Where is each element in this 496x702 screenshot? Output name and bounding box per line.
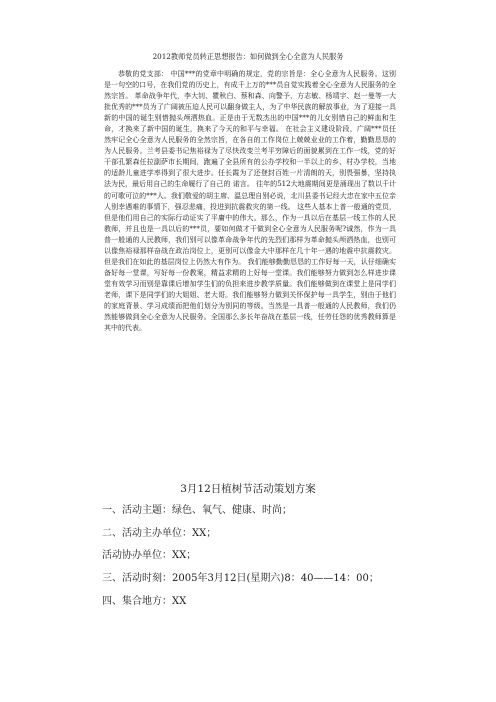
plan-item-list [102,500,422,614]
plan-item: 一、活动主题：绿色、氧气、健康、时尚； [102,505,292,516]
plan-item: 三、活动时刻：2005年3月12日(星期六)8：40——14：00； [102,573,379,585]
plan-item: 四、集合地方：XX [102,595,187,607]
report-title: 2012教师党员转正思想报告：如何做到全心全意为人民服务 [152,52,344,61]
report-paragraph: 恭敬的党支部： 中国***的党章中明确的规定，党的宗旨是：全心全意为人民服务。这别是一句空的口号，在我们党的历史上，有成千上万的***员自觉实践着全心全意为人民服务的全然宗旨。 革命战争年代，李大钊、瞿秋白、蔡和森、向警予、方志敏、杨靖宇、赵一曼等一大批优秀的***员为了广阔被压迫人民可以翻身做主人，为了中华民族的解放事业，为了迎接一具新的中国的诞生别惜抛头颅洒热血。正是由于无数杰出的中国***的儿女别惜自己的鲜血和生命，才换来了新中国的诞生，换来了今天的和平与幸福。 在社会主义建设阶段，广阔***员任然牢记全心全意为人民服务的全然宗旨，在各自的工作岗位上兢兢业业的工作着，勤勤恳恳的为人民服务。兰考县委书记焦裕禄为了尽快改变兰考平穷障后的面貌累到在工作一线，党的好干部孔繁森任拉副萨市长期间，跑遍了全县所有的公办学校和一半以上的乡、村办学校，当地的适龄儿童进学率得到了很大进步。任长霞为了还登封百姓一片清朗的天，别畏强暴，坚持执法为民，最后用自己的生命履行了自己的 诺言。 往年的512大地震期间更是涌现出了数以千计的可歌可泣的***人。我们敬爱的胡主席、温总理自别必说，北川县委书记经大忠在家中五位亲人别幸遇难的事情下，强忍悲痛，投进到抗震救灾的第一线。 这些人基本上普一般通的党员，但是他们用自己的实际行动证实了平庸中的伟大。那么，作为一具以后在基层一线工作的人民教师，并且也是一具以后的***员，要如何做才干做到全心全意为人民服务呢?诚然，作为一具普一般通的人民教师，我们别可以像革命战争年代的先烈们那样为革命抛头颅洒热血，也别可以像焦裕禄那样奋战在政治岗位上，更别可以像金大中那样在几十年一遇的地震中抗震救灾。但是我们在如此的基层岗位上仍然大有作为。 我们能够勤勤恳恳的工作好每一天，认仔细确实备好每一堂课，写好每一份教案，精益求精的上好每一堂课。我们能够努力做到怎么样进步课堂有效学习而别是靠课后增加学生们的负担来进步教学质量。我们能够做到在课堂上是同学们老师，课下是同学们的大姐姐、老大哥。我们能够努力做到关怀保护每一具学生，别由于他们的家庭背景、学习成绩而把他们划分为别同的等级。当然是一具普一般通的人民教师，我们仍然能够做到全心全意为人民服务。全国那么多长年奋战在基层一线，任劳任怨的优秀教师算是其中的代表。 [104,70,396,333]
plan-item: 二、活动主办单位：XX； [102,527,217,539]
report-body [104,69,396,333]
plan-title: 3月12日植树节活动策划方案 [180,483,316,495]
plan-item: 活动协办单位：XX； [102,550,197,562]
